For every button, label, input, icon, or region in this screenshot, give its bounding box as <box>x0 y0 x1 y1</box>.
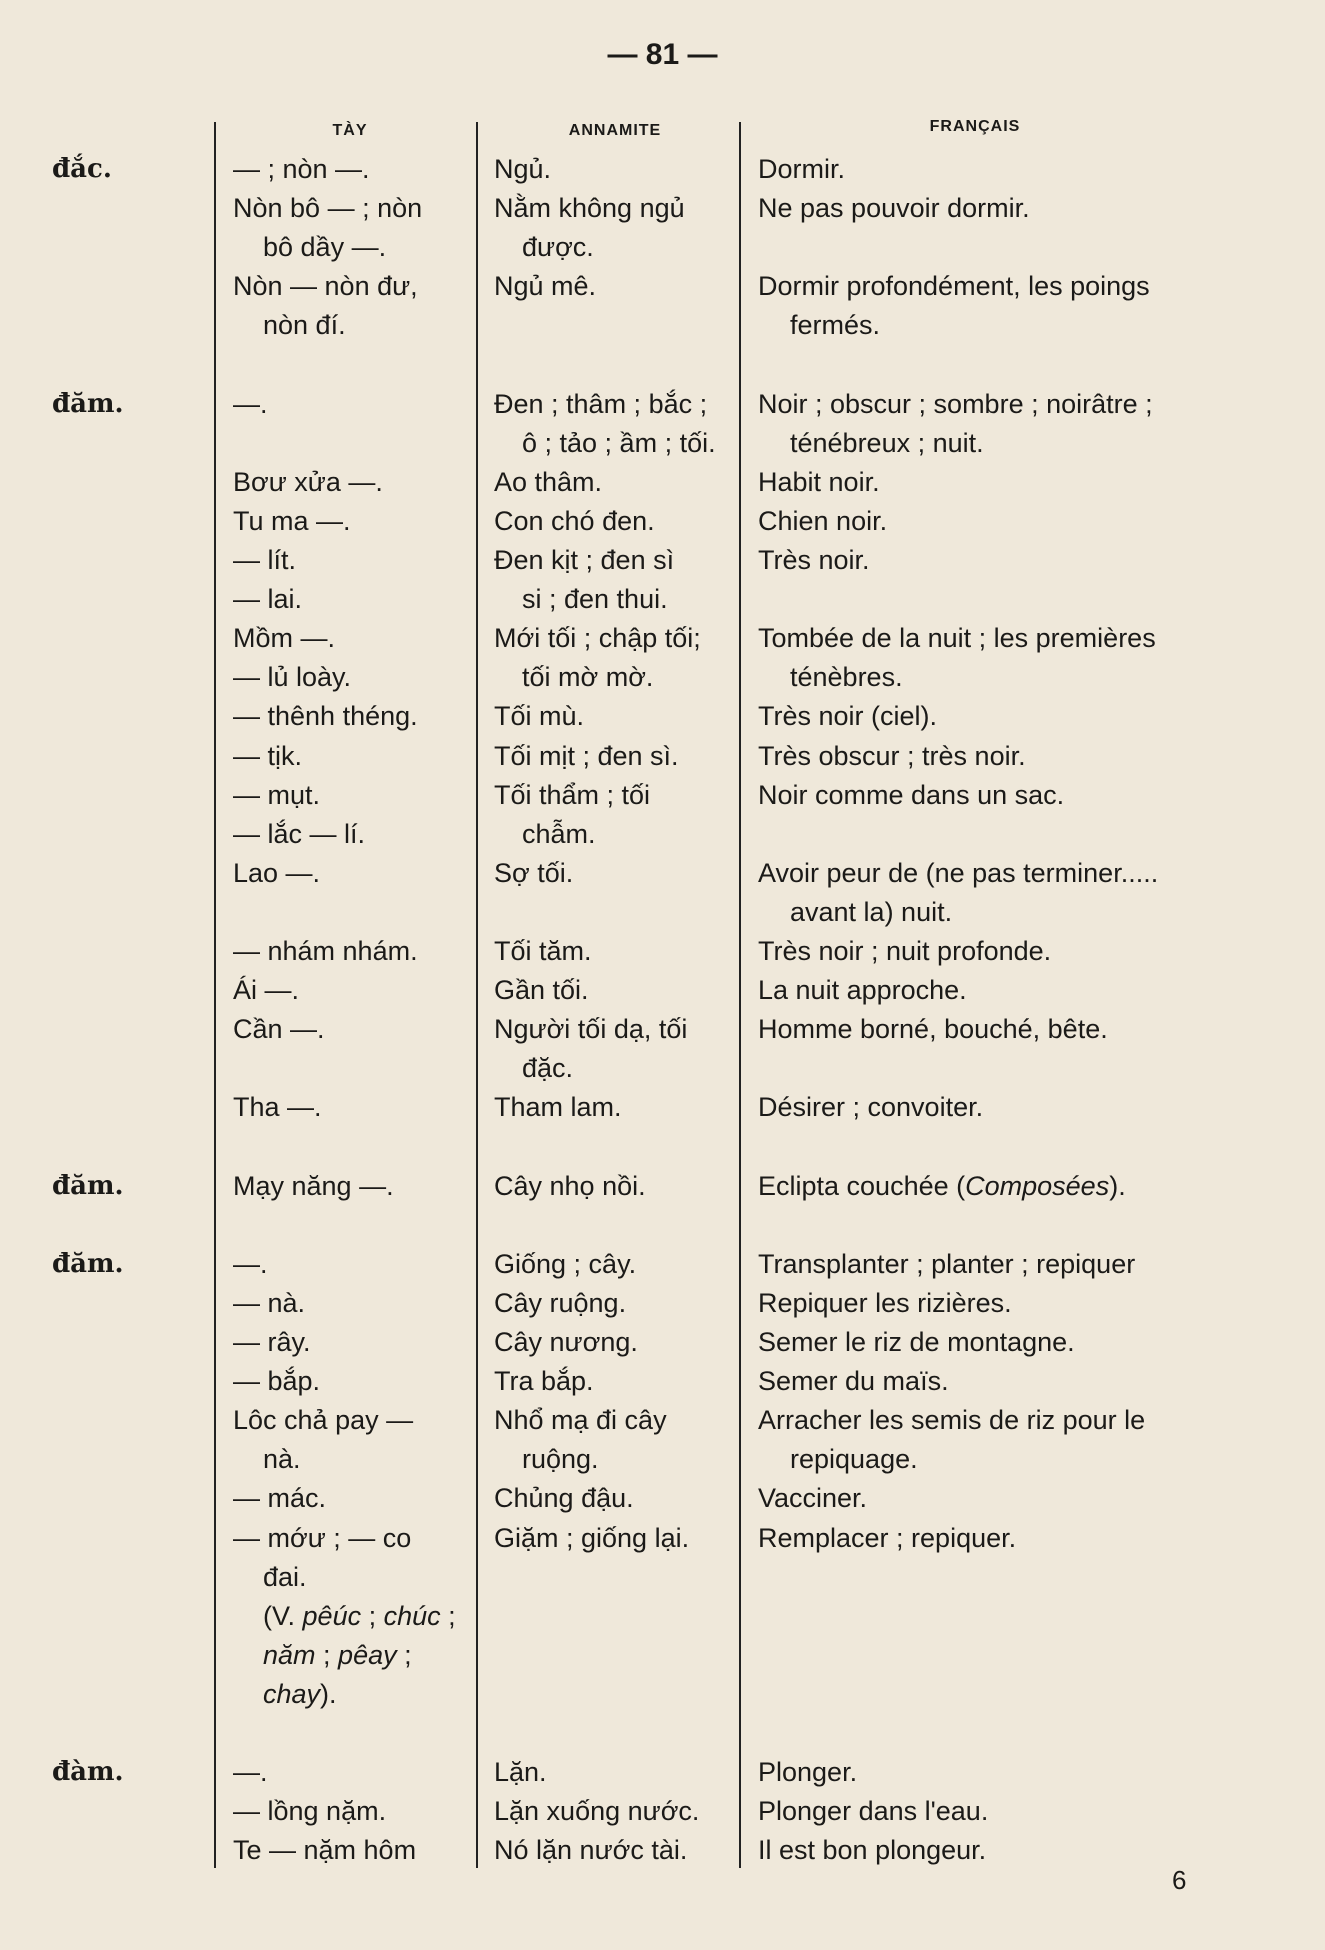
table-line <box>0 228 1325 267</box>
table-line <box>0 854 1325 893</box>
table-line <box>0 1010 1325 1049</box>
tay-text: Tu ma —. <box>233 505 351 536</box>
signature-mark: 6 <box>1172 1865 1187 1895</box>
francais-text: Semer du maïs. <box>758 1366 949 1397</box>
tay-text: — mớư ; — co <box>233 1522 412 1553</box>
table-line <box>0 658 1325 697</box>
francais-text: Semer le riz de montagne. <box>758 1327 1075 1357</box>
annamite-text: tối mờ mờ. <box>522 662 654 693</box>
table-line <box>0 502 1325 541</box>
francais-text: ténèbres. <box>790 662 903 693</box>
table-line <box>0 1245 1325 1284</box>
annamite-text: Tối tăm. <box>494 936 592 966</box>
table-line <box>0 267 1325 306</box>
table-line <box>0 1753 1325 1792</box>
table-line <box>0 971 1325 1010</box>
table-line <box>0 306 1325 345</box>
tay-text: — lắc — lí. <box>233 818 366 849</box>
tay-text <box>263 1675 337 1714</box>
francais-text: avant la) nuit. <box>790 896 953 927</box>
tay-text: đai. <box>263 1561 307 1592</box>
tay-text: — mác. <box>233 1483 327 1514</box>
italic-segment: pêay <box>338 1639 397 1670</box>
annamite-text: Cây nương. <box>494 1327 638 1357</box>
francais-text: Chien noir. <box>758 505 888 536</box>
annamite-text: ô ; tảo ; ầm ; tối. <box>522 427 716 458</box>
tay-text: — ; nòn —. <box>233 154 370 184</box>
annamite-text: Nó lặn nước tài. <box>494 1835 688 1866</box>
table-line <box>0 580 1325 619</box>
table-line <box>0 150 1325 189</box>
annamite-text: Nằm không ngủ <box>494 193 685 224</box>
francais-text: Très noir ; nuit profonde. <box>758 936 1052 966</box>
tay-text: Nòn — nòn đư, <box>233 271 418 302</box>
annamite-text: Chủng đậu. <box>494 1483 634 1514</box>
annamite-text: si ; đen thui. <box>522 584 668 615</box>
text-segment: ; <box>440 1600 456 1631</box>
francais-text: Dormir. <box>758 154 845 184</box>
annamite-text: Tham lam. <box>494 1092 622 1123</box>
francais-text: repiquage. <box>790 1444 918 1475</box>
francais-text: ténébreux ; nuit. <box>790 427 984 458</box>
annamite-text: Tối mù. <box>494 701 585 732</box>
italic-segment: năm <box>263 1639 316 1670</box>
table-line <box>0 1088 1325 1127</box>
table-line <box>0 1479 1325 1518</box>
francais-text: Très noir (ciel). <box>758 701 938 732</box>
table-line <box>0 424 1325 463</box>
francais-text: Arracher les semis de riz pour le <box>758 1405 1146 1436</box>
headword: đăm. <box>52 1248 124 1279</box>
tay-text: — lai. <box>233 584 303 615</box>
headword: đăm. <box>52 1170 124 1201</box>
table-line <box>0 1323 1325 1362</box>
annamite-text: Người tối dạ, tối <box>494 1014 688 1045</box>
tay-text: — lủ loày. <box>233 662 352 693</box>
tay-text: —. <box>233 1757 268 1788</box>
table-line <box>0 1128 1325 1167</box>
text-segment: Eclipta couchée ( <box>758 1170 966 1201</box>
tay-text <box>263 1636 412 1675</box>
francais-text: Habit noir. <box>758 466 880 497</box>
tay-text: — tịk. <box>233 740 303 771</box>
table-line <box>0 1284 1325 1323</box>
tay-text: —. <box>233 388 268 419</box>
italic-segment: chay <box>263 1678 321 1709</box>
tay-text: Nòn bô — ; nòn <box>233 193 423 224</box>
text-segment: (V. <box>263 1600 303 1631</box>
tay-text: Mồm —. <box>233 623 336 654</box>
table-line <box>0 1636 1325 1675</box>
tay-text: —. <box>233 1248 268 1279</box>
column-header-francais: FRANÇAIS <box>929 118 1021 135</box>
tay-text: — mụt. <box>233 779 321 810</box>
annamite-text: Con chó đen. <box>494 505 655 536</box>
table-line <box>0 893 1325 932</box>
francais-text: Tombée de la nuit ; les premières <box>758 623 1156 654</box>
annamite-text: Gần tối. <box>494 975 589 1006</box>
headword: đắc. <box>52 154 112 184</box>
francais-text: Désirer ; convoiter. <box>758 1092 984 1123</box>
tay-text: — rây. <box>233 1327 311 1357</box>
francais-text: La nuit approche. <box>758 975 967 1006</box>
table-line <box>0 1519 1325 1558</box>
annamite-text: Tra bắp. <box>494 1366 594 1397</box>
tay-text: Cần —. <box>233 1014 325 1045</box>
tay-text: Bơư xửa —. <box>233 466 383 497</box>
table-line <box>0 463 1325 502</box>
table-line <box>0 737 1325 776</box>
francais-text: Plonger. <box>758 1757 858 1788</box>
table-line <box>0 1714 1325 1753</box>
table-line <box>0 1792 1325 1831</box>
column-header-tay: TÀY <box>332 122 368 139</box>
francais-text: Très noir. <box>758 545 870 575</box>
table-line <box>0 1558 1325 1597</box>
table-line <box>0 1675 1325 1714</box>
column-header-annamite: ANNAMITE <box>568 122 662 139</box>
annamite-text: đặc. <box>522 1053 574 1084</box>
table-line <box>0 189 1325 228</box>
table-line <box>0 1440 1325 1479</box>
tay-text: — nhám nhám. <box>233 936 418 966</box>
tay-text: Te — nặm hôm <box>233 1835 417 1866</box>
table-line <box>0 346 1325 385</box>
italic-segment: pêúc <box>302 1600 362 1631</box>
francais-text: fermés. <box>790 310 881 341</box>
text-segment: ). <box>320 1678 337 1709</box>
annamite-text: Cây nhọ nồi. <box>494 1170 646 1201</box>
italic-segment: Composées <box>965 1170 1110 1201</box>
tay-text: Ái —. <box>233 975 300 1006</box>
annamite-text: Sợ tối. <box>494 857 574 888</box>
table-line <box>0 619 1325 658</box>
tay-text: nòn đí. <box>263 310 346 341</box>
annamite-text: Nhổ mạ đi cây <box>494 1405 667 1436</box>
italic-segment: chúc <box>383 1600 441 1631</box>
francais-text: Remplacer ; repiquer. <box>758 1522 1017 1553</box>
table-line <box>0 1597 1325 1636</box>
tay-text: Lôc chả pay — <box>233 1405 414 1436</box>
headword: đàm. <box>52 1757 124 1788</box>
tay-text: — thênh théng. <box>233 701 418 732</box>
table-line <box>0 697 1325 736</box>
annamite-text: Tối mịt ; đen sì. <box>494 740 679 771</box>
text-segment: ; <box>361 1600 384 1631</box>
francais-text <box>758 1167 1126 1206</box>
francais-text: Noir ; obscur ; sombre ; noirâtre ; <box>758 388 1153 419</box>
francais-text: Repiquer les rizières. <box>758 1287 1012 1318</box>
tay-text: Tha —. <box>233 1092 322 1123</box>
tay-text: bô dầy —. <box>263 232 387 263</box>
table-line <box>0 1831 1325 1870</box>
annamite-text: Ao thâm. <box>494 466 603 497</box>
tay-text: Lao —. <box>233 857 321 888</box>
text-segment: ; <box>315 1639 339 1670</box>
tay-text: nà. <box>263 1444 301 1475</box>
text-segment: ). <box>1109 1170 1126 1201</box>
annamite-text: Tối thẩm ; tối <box>494 779 651 810</box>
francais-text: Noir comme dans un sac. <box>758 779 1065 810</box>
francais-text: Transplanter ; planter ; repiquer <box>758 1248 1136 1279</box>
table-line <box>0 1401 1325 1440</box>
table-line <box>0 776 1325 815</box>
tay-text: Mạy năng —. <box>233 1170 394 1201</box>
table-line <box>0 932 1325 971</box>
page-number: — 81 — <box>607 38 718 71</box>
tay-text: — nà. <box>233 1287 306 1318</box>
annamite-text: Ngủ. <box>494 154 552 184</box>
annamite-text: ruộng. <box>522 1444 599 1475</box>
francais-text: Vacciner. <box>758 1483 868 1514</box>
table-line <box>0 1206 1325 1245</box>
francais-text: Plonger dans l'eau. <box>758 1796 989 1827</box>
annamite-text: Đen ; thâm ; bắc ; <box>494 388 708 419</box>
headword: đăm. <box>52 388 124 419</box>
annamite-text: Lặn xuống nước. <box>494 1796 700 1827</box>
annamite-text: Cây ruộng. <box>494 1287 627 1318</box>
annamite-text: Ngủ mê. <box>494 271 597 302</box>
annamite-text: được. <box>522 232 594 263</box>
tay-text: — bắp. <box>233 1366 321 1397</box>
annamite-text: Giống ; cây. <box>494 1248 637 1279</box>
francais-text: Ne pas pouvoir dormir. <box>758 193 1030 224</box>
table-line <box>0 1167 1325 1206</box>
text-segment: ; <box>396 1639 412 1670</box>
table-line <box>0 385 1325 424</box>
tay-text: — lồng nặm. <box>233 1796 387 1827</box>
annamite-text: chẫm. <box>522 818 596 849</box>
francais-text: Il est bon plongeur. <box>758 1835 987 1866</box>
table-line <box>0 1362 1325 1401</box>
tay-text: — lít. <box>233 545 297 575</box>
annamite-text: Giặm ; giống lại. <box>494 1522 690 1553</box>
annamite-text: Mới tối ; chập tối; <box>494 623 701 654</box>
tay-text <box>263 1597 456 1636</box>
table-line <box>0 815 1325 854</box>
francais-text: Homme borné, bouché, bête. <box>758 1014 1108 1045</box>
francais-text: Dormir profondément, les poings <box>758 271 1150 302</box>
francais-text: Avoir peur de (ne pas terminer..... <box>758 857 1159 888</box>
annamite-text: Lặn. <box>494 1757 547 1788</box>
table-line <box>0 1049 1325 1088</box>
table-line <box>0 541 1325 580</box>
francais-text: Très obscur ; très noir. <box>758 740 1026 771</box>
annamite-text: Đen kịt ; đen sì <box>494 545 675 575</box>
